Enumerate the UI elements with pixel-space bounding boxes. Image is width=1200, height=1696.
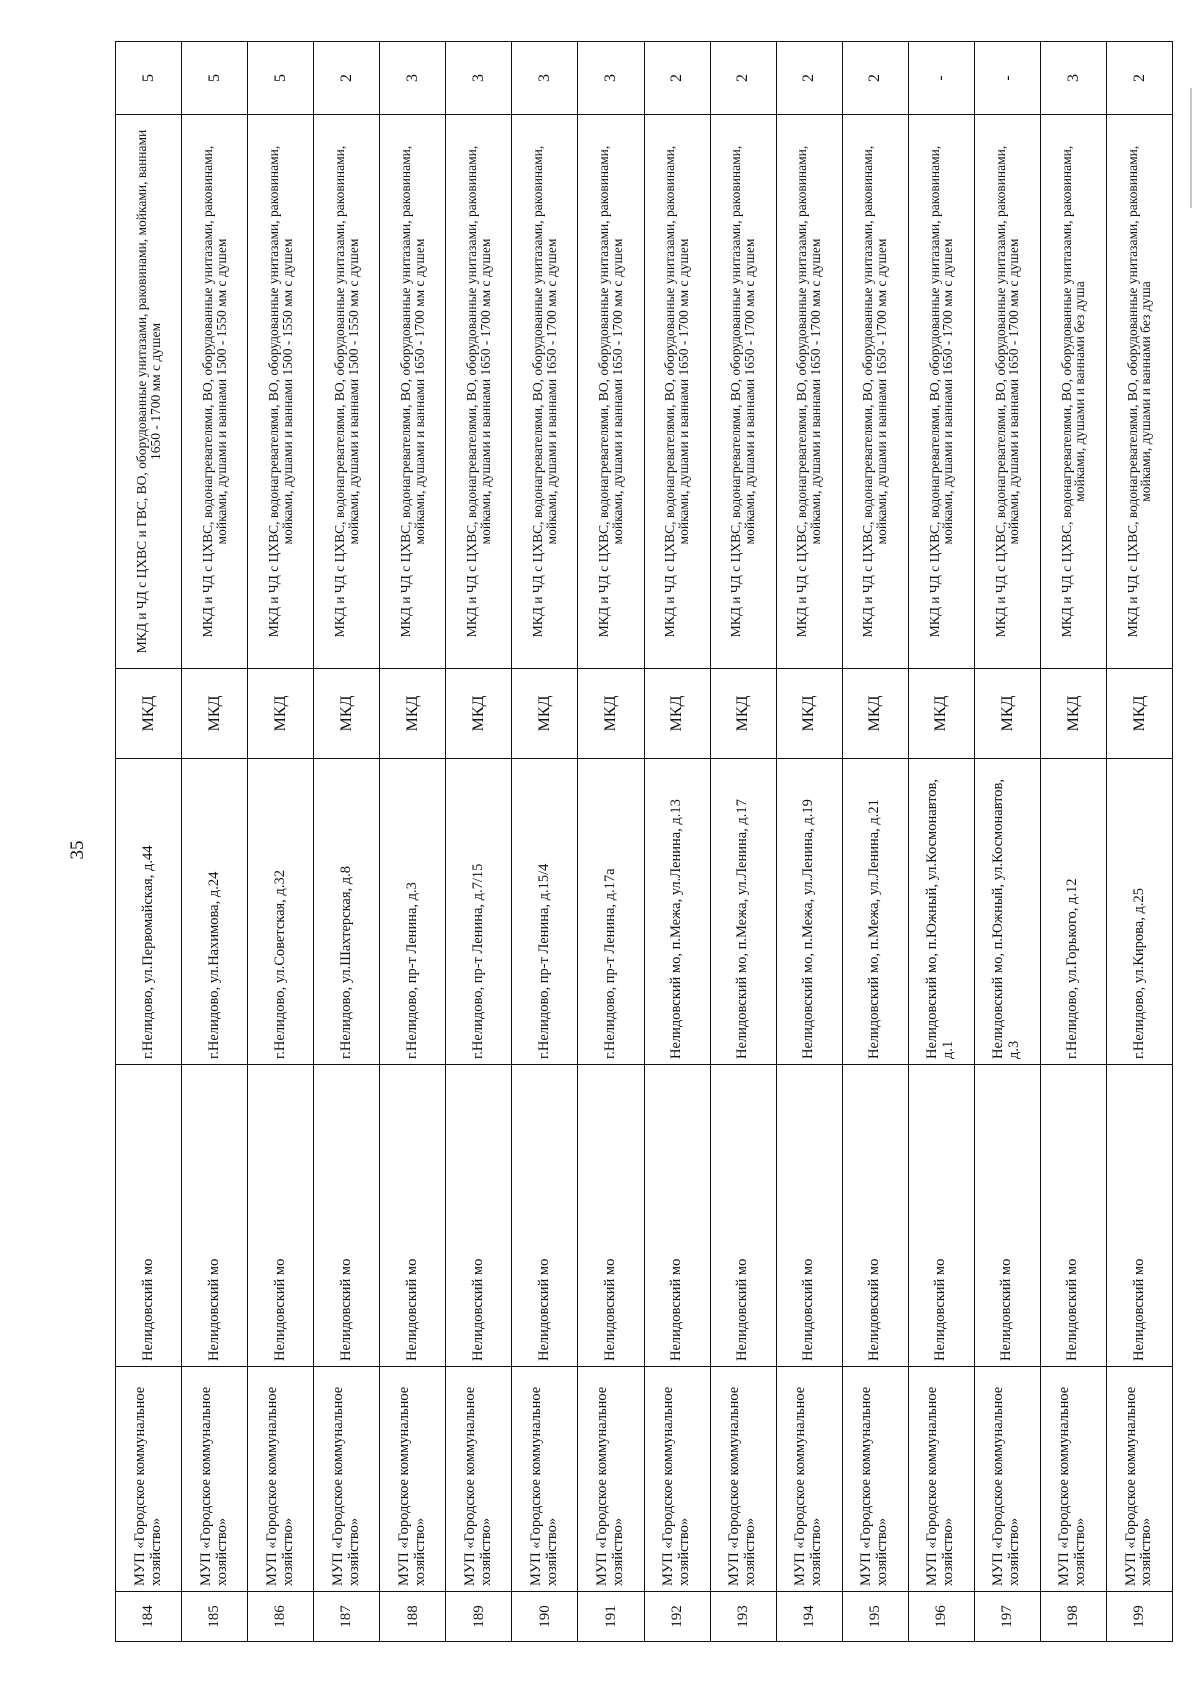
organization-cell: МУП «Городское коммунальное хозяйство» (116, 1367, 182, 1592)
organization-cell: МУП «Городское коммунальное хозяйство» (842, 1367, 908, 1592)
description-cell: МКД и ЧД с ЦХВС, водонагревателями, ВО, оборудованные унитазами, раковинами, мойками, душами и ваннами 1650 - 1700 мм с душем (446, 115, 512, 669)
address-cell: г.Нелидово, пр-т Ленина, д.7/15 (446, 759, 512, 1065)
organization-cell: МУП «Городское коммунальное хозяйство» (908, 1367, 974, 1592)
organization-cell: МУП «Городское коммунальное хозяйство» (182, 1367, 248, 1592)
description-cell: МКД и ЧД с ЦХВС, водонагревателями, ВО, оборудованные унитазами, раковинами, мойками, душами и ваннами 1650 - 1700 мм с душем (512, 115, 578, 669)
address-cell: г.Нелидово, ул.Шахтерская, д.8 (314, 759, 380, 1065)
table-row (908, 42, 974, 1642)
count-cell: 3 (1040, 42, 1106, 115)
row-number-cell: 187 (314, 1592, 380, 1642)
table-body (116, 42, 1173, 1642)
table-row (776, 42, 842, 1642)
building-type-cell: МКД (512, 669, 578, 759)
table-row (710, 42, 776, 1642)
row-number-cell: 198 (1040, 1592, 1106, 1642)
row-number-cell: 189 (446, 1592, 512, 1642)
address-cell: г.Нелидово, ул.Нахимова, д.24 (182, 759, 248, 1065)
row-number-cell: 191 (578, 1592, 644, 1642)
municipality-cell: Нелидовский мо (314, 1065, 380, 1367)
building-type-cell: МКД (1040, 669, 1106, 759)
municipality-cell: Нелидовский мо (578, 1065, 644, 1367)
municipality-cell: Нелидовский мо (974, 1065, 1040, 1367)
municipality-cell: Нелидовский мо (512, 1065, 578, 1367)
count-cell: 2 (710, 42, 776, 115)
address-cell: г.Нелидово, пр-т Ленина, д.15/4 (512, 759, 578, 1065)
address-cell: г.Нелидово, пр-т Ленина, д.3 (380, 759, 446, 1065)
table-row (1040, 42, 1106, 1642)
count-cell: 2 (314, 42, 380, 115)
row-number-cell: 199 (1106, 1592, 1172, 1642)
table-row (974, 42, 1040, 1642)
table-row (842, 42, 908, 1642)
rotated-table-container (115, 42, 1173, 1642)
address-cell: г.Нелидово, ул.Первомайская, д.44 (116, 759, 182, 1065)
row-number-cell: 194 (776, 1592, 842, 1642)
building-type-cell: МКД (644, 669, 710, 759)
table-row (512, 42, 578, 1642)
organization-cell: МУП «Городское коммунальное хозяйство» (776, 1367, 842, 1592)
table-row (644, 42, 710, 1642)
building-type-cell: МКД (182, 669, 248, 759)
organization-cell: МУП «Городское коммунальное хозяйство» (248, 1367, 314, 1592)
scan-edge-mark (1190, 88, 1192, 208)
organization-cell: МУП «Городское коммунальное хозяйство» (446, 1367, 512, 1592)
row-number-cell: 193 (710, 1592, 776, 1642)
count-cell: 5 (248, 42, 314, 115)
municipality-cell: Нелидовский мо (1040, 1065, 1106, 1367)
description-cell: МКД и ЧД с ЦХВС, водонагревателями, ВО, оборудованные унитазами, раковинами, мойками, душами и ваннами 1650 - 1700 мм с душем (974, 115, 1040, 669)
count-cell: 5 (116, 42, 182, 115)
municipality-cell: Нелидовский мо (380, 1065, 446, 1367)
address-cell: Нелидовский мо, п.Межа, ул.Ленина, д.21 (842, 759, 908, 1065)
building-type-cell: МКД (776, 669, 842, 759)
table-row (314, 42, 380, 1642)
building-type-cell: МКД (380, 669, 446, 759)
row-number-cell: 196 (908, 1592, 974, 1642)
municipality-cell: Нелидовский мо (842, 1065, 908, 1367)
organization-cell: МУП «Городское коммунальное хозяйство» (710, 1367, 776, 1592)
building-type-cell: МКД (908, 669, 974, 759)
building-type-cell: МКД (1106, 669, 1172, 759)
count-cell: 2 (644, 42, 710, 115)
table-row (248, 42, 314, 1642)
address-cell: г.Нелидово, ул.Горького, д.12 (1040, 759, 1106, 1065)
row-number-cell: 197 (974, 1592, 1040, 1642)
description-cell: МКД и ЧД с ЦХВС, водонагревателями, ВО, оборудованные унитазами, раковинами, мойками, душами и ваннами 1650 - 1700 мм с душем (842, 115, 908, 669)
address-cell: г.Нелидово, ул.Кирова, д.25 (1106, 759, 1172, 1065)
organization-cell: МУП «Городское коммунальное хозяйство» (974, 1367, 1040, 1592)
count-cell: 5 (182, 42, 248, 115)
table-row (578, 42, 644, 1642)
description-cell: МКД и ЧД с ЦХВС, водонагревателями, ВО, оборудованные унитазами, раковинами, мойками, душами и ваннами 1500 - 1550 мм с душем (182, 115, 248, 669)
row-number-cell: 195 (842, 1592, 908, 1642)
description-cell: МКД и ЧД с ЦХВС, водонагревателями, ВО, оборудованные унитазами, раковинами, мойками, душами и ваннами 1650 - 1700 мм с душем (578, 115, 644, 669)
table-row (446, 42, 512, 1642)
count-cell: - (974, 42, 1040, 115)
description-cell: МКД и ЧД с ЦХВС, водонагревателями, ВО, оборудованные унитазами, раковинами, мойками, душами и ваннами 1650 - 1700 мм с душем (908, 115, 974, 669)
row-number-cell: 185 (182, 1592, 248, 1642)
building-type-cell: МКД (446, 669, 512, 759)
address-cell: Нелидовский мо, п.Южный, ул.Космонавтов, д.1 (908, 759, 974, 1065)
count-cell: - (908, 42, 974, 115)
municipality-cell: Нелидовский мо (1106, 1065, 1172, 1367)
count-cell: 2 (776, 42, 842, 115)
row-number-cell: 188 (380, 1592, 446, 1642)
address-cell: Нелидовский мо, п.Межа, ул.Ленина, д.13 (644, 759, 710, 1065)
description-cell: МКД и ЧД с ЦХВС, водонагревателями, ВО, оборудованные унитазами, раковинами, мойками, душами и ваннами без душа (1040, 115, 1106, 669)
description-cell: МКД и ЧД с ЦХВС, водонагревателями, ВО, оборудованные унитазами, раковинами, мойками, душами и ваннами без душа (1106, 115, 1172, 669)
address-cell: г.Нелидово, ул.Советская, д.32 (248, 759, 314, 1065)
description-cell: МКД и ЧД с ЦХВС и ГВС, ВО, оборудованные унитазами, раковинами, мойками, ваннами 1650 - 1700 мм с душем (116, 115, 182, 669)
count-cell: 2 (842, 42, 908, 115)
row-number-cell: 184 (116, 1592, 182, 1642)
description-cell: МКД и ЧД с ЦХВС, водонагревателями, ВО, оборудованные унитазами, раковинами, мойками, душами и ваннами 1500 - 1550 мм с душем (314, 115, 380, 669)
count-cell: 2 (1106, 42, 1172, 115)
building-type-cell: МКД (578, 669, 644, 759)
address-cell: Нелидовский мо, п.Межа, ул.Ленина, д.17 (710, 759, 776, 1065)
municipality-cell: Нелидовский мо (248, 1065, 314, 1367)
address-cell: Нелидовский мо, п.Южный, ул.Космонавтов, д.3 (974, 759, 1040, 1065)
organization-cell: МУП «Городское коммунальное хозяйство» (1106, 1367, 1172, 1592)
address-cell: Нелидовский мо, п.Межа, ул.Ленина, д.19 (776, 759, 842, 1065)
count-cell: 3 (380, 42, 446, 115)
building-type-cell: МКД (248, 669, 314, 759)
row-number-cell: 186 (248, 1592, 314, 1642)
building-type-cell: МКД (314, 669, 380, 759)
table-row (380, 42, 446, 1642)
organization-cell: МУП «Городское коммунальное хозяйство» (380, 1367, 446, 1592)
organization-cell: МУП «Городское коммунальное хозяйство» (1040, 1367, 1106, 1592)
description-cell: МКД и ЧД с ЦХВС, водонагревателями, ВО, оборудованные унитазами, раковинами, мойками, душами и ваннами 1500 - 1550 мм с душем (248, 115, 314, 669)
description-cell: МКД и ЧД с ЦХВС, водонагревателями, ВО, оборудованные унитазами, раковинами, мойками, душами и ваннами 1650 - 1700 мм с душем (776, 115, 842, 669)
municipality-cell: Нелидовский мо (446, 1065, 512, 1367)
page-number: 35 (67, 840, 88, 860)
organization-cell: МУП «Городское коммунальное хозяйство» (512, 1367, 578, 1592)
address-cell: г.Нелидово, пр-т Ленина, д.17а (578, 759, 644, 1065)
count-cell: 3 (578, 42, 644, 115)
municipality-cell: Нелидовский мо (182, 1065, 248, 1367)
description-cell: МКД и ЧД с ЦХВС, водонагревателями, ВО, оборудованные унитазами, раковинами, мойками, душами и ваннами 1650 - 1700 мм с душем (380, 115, 446, 669)
table-row (1106, 42, 1172, 1642)
row-number-cell: 192 (644, 1592, 710, 1642)
building-type-cell: МКД (710, 669, 776, 759)
table-row (116, 42, 182, 1642)
municipality-cell: Нелидовский мо (776, 1065, 842, 1367)
count-cell: 3 (512, 42, 578, 115)
table-row (182, 42, 248, 1642)
municipality-cell: Нелидовский мо (116, 1065, 182, 1367)
count-cell: 3 (446, 42, 512, 115)
organization-cell: МУП «Городское коммунальное хозяйство» (578, 1367, 644, 1592)
building-type-cell: МКД (842, 669, 908, 759)
municipality-cell: Нелидовский мо (710, 1065, 776, 1367)
municipality-cell: Нелидовский мо (908, 1065, 974, 1367)
description-cell: МКД и ЧД с ЦХВС, водонагревателями, ВО, оборудованные унитазами, раковинами, мойками, душами и ваннами 1650 - 1700 мм с душем (644, 115, 710, 669)
organization-cell: МУП «Городское коммунальное хозяйство» (644, 1367, 710, 1592)
building-type-cell: МКД (974, 669, 1040, 759)
building-type-cell: МКД (116, 669, 182, 759)
organization-cell: МУП «Городское коммунальное хозяйство» (314, 1367, 380, 1592)
municipality-cell: Нелидовский мо (644, 1065, 710, 1367)
description-cell: МКД и ЧД с ЦХВС, водонагревателями, ВО, оборудованные унитазами, раковинами, мойками, душами и ваннами 1650 - 1700 мм с душем (710, 115, 776, 669)
data-table (115, 41, 1173, 1642)
row-number-cell: 190 (512, 1592, 578, 1642)
